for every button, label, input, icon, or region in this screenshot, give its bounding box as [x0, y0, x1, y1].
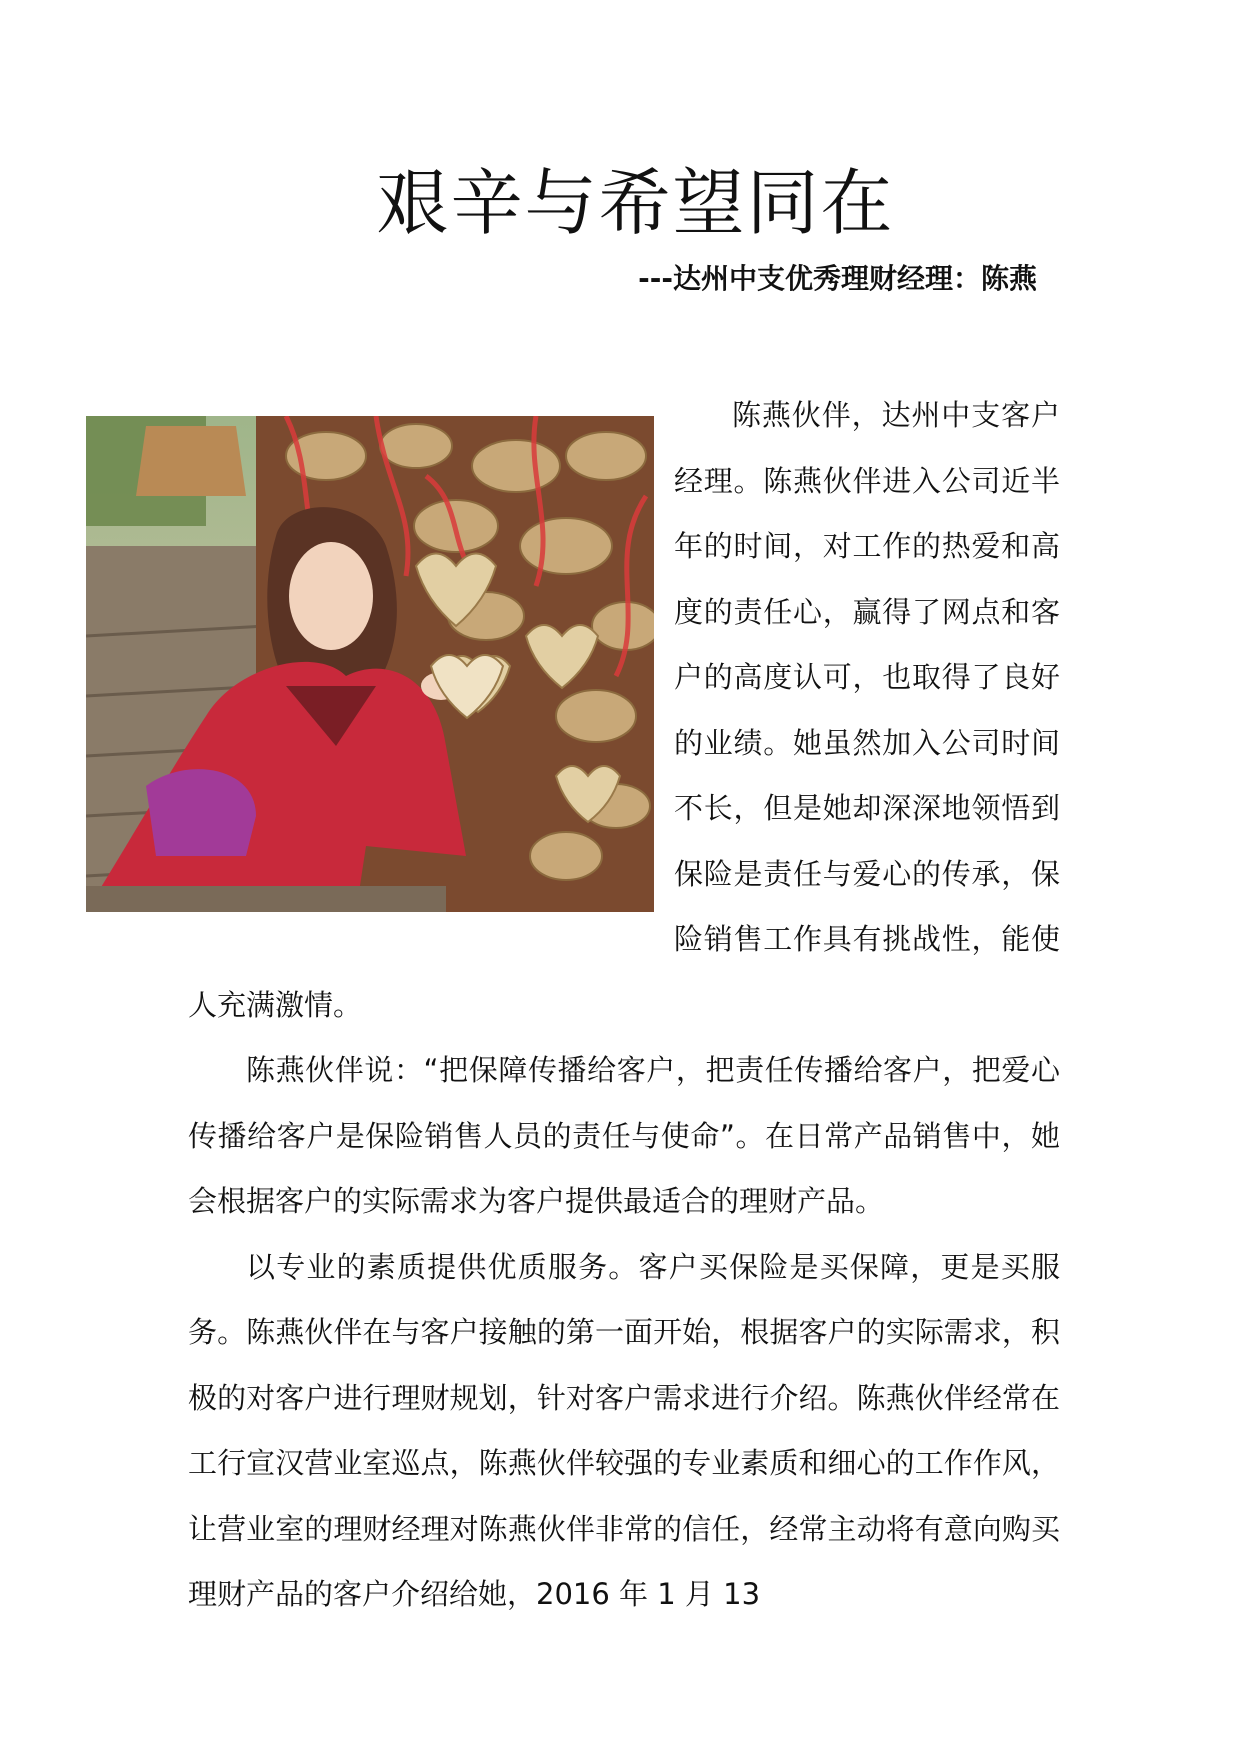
paragraph-3: 以专业的素质提供优质服务。客户买保险是买保障，更是买服务。陈燕伙伴在与客户接触的第一面开始，根据客户的实际需求，积极的对客户进行理财规划，针对客户需求进行介绍。陈燕伙伴经常在工行宣汉营业室巡点，陈燕伙伴较强的专业素质和细心的工作作风，让营业室的理财经理对陈燕伙伴非常的信任，经常主动将有意向购买理财产品的客户介绍给她，2016 年 1 月 13	[188, 1249, 1060, 1611]
paragraph-2: 陈燕伙伴说：“把保障传播给客户，把责任传播给客户，把爱心传播给客户是保险销售人员的责任与使命”。在日常产品销售中，她会根据客户的实际需求为客户提供最适合的理财产品。	[188, 1053, 1060, 1218]
paragraph-1: 陈燕伙伴，达州中支客户经理。陈燕伙伴进入公司近半年的时间，对工作的热爱和高度的责任心，赢得了网点和客户的高度认可，也取得了良好的业绩。她虽然加入公司时间不长，但是她却深深地领悟到保险是责任与爱心的传承，保险销售工作具有挑战性，能使人充满激情。	[188, 398, 1060, 1022]
page-title: 艰辛与希望同在	[376, 161, 895, 245]
article-body	[188, 383, 1060, 1628]
person-photo	[86, 416, 654, 912]
photo-illustration	[86, 416, 654, 912]
page-subtitle: ---达州中支优秀理财经理：陈燕	[638, 262, 1037, 295]
